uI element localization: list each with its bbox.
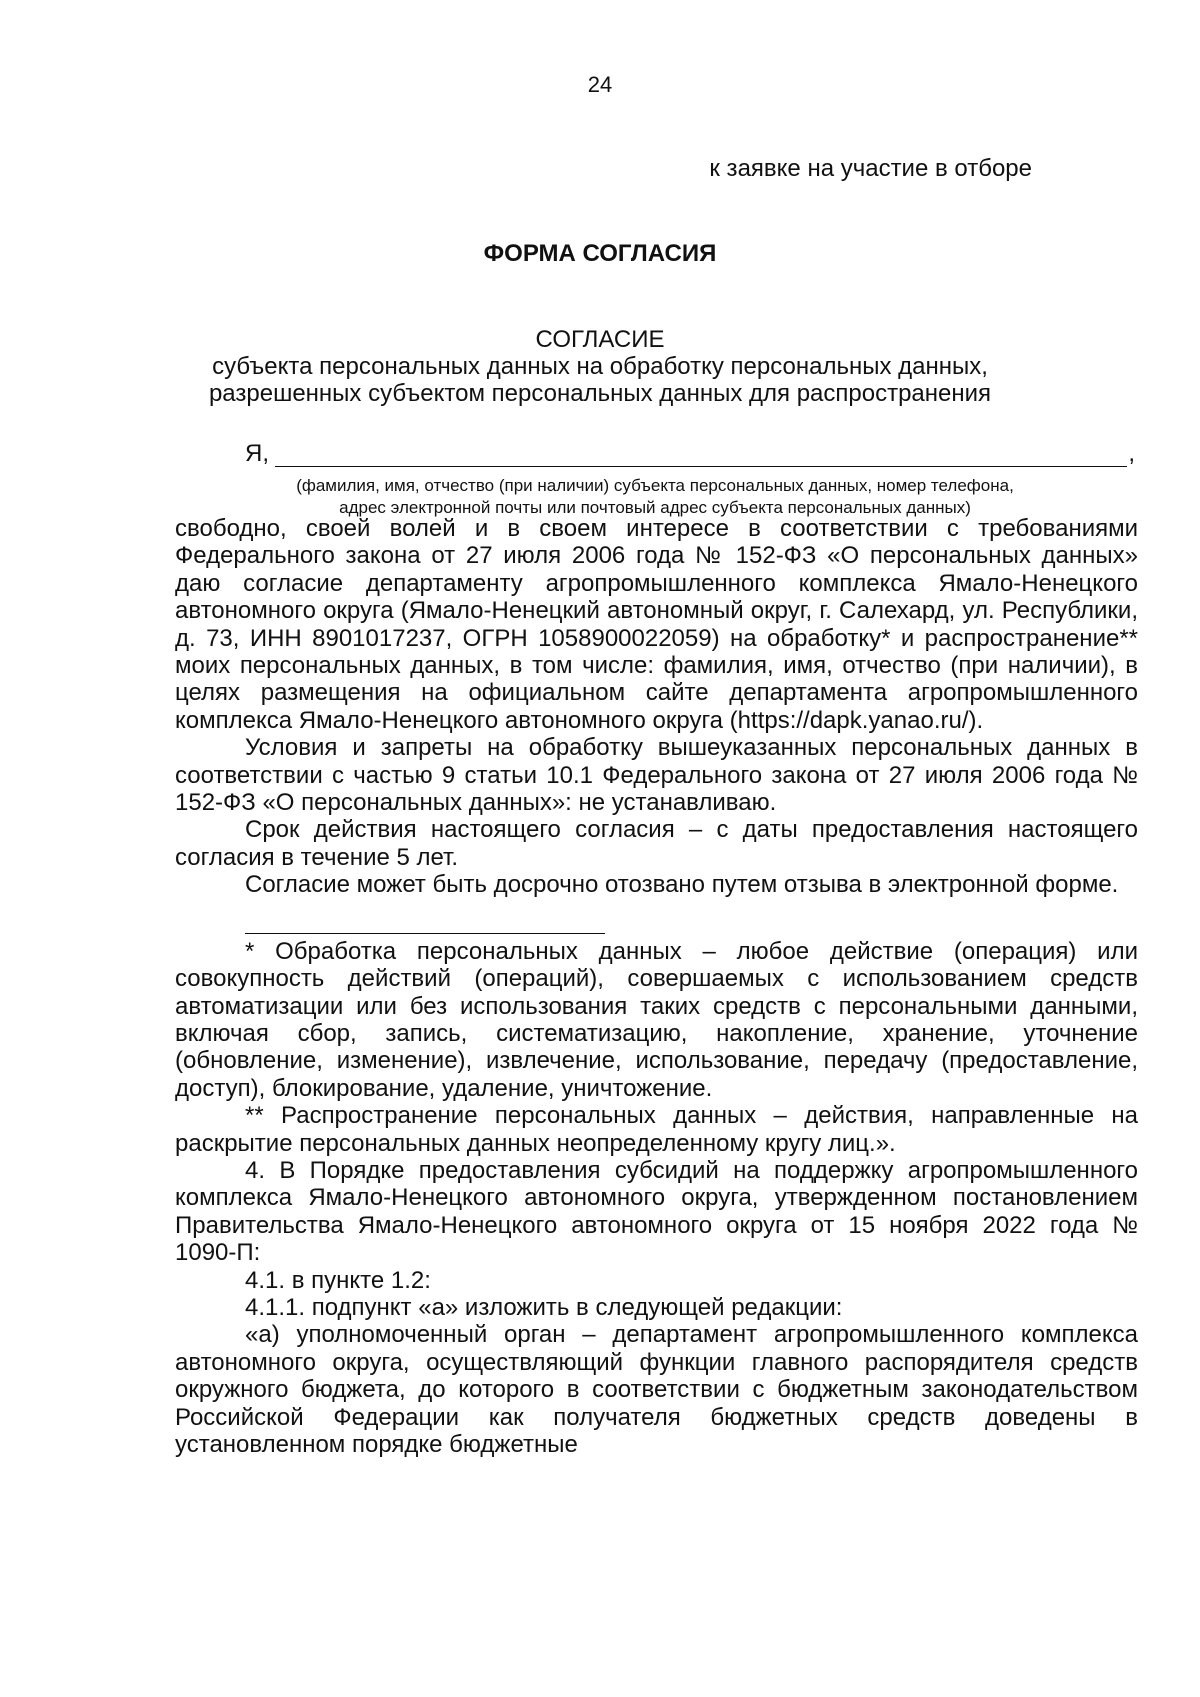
- consent-heading: [0, 326, 1200, 407]
- name-fill-blank: [275, 466, 1127, 467]
- item-4-paragraph: 4. В Порядке предоставления субсидий на поддержку агропромышленного комплекса Ямало-Ненецкого автономного округа, утвержденном постановлением Правительства Ямало-Ненецкого автономного округа от 15 ноября 2022 года № 1090-П:: [175, 1156, 1138, 1267]
- item-4-1-paragraph: 4.1. в пункте 1.2:: [245, 1266, 431, 1294]
- item-4-1-1-paragraph: 4.1.1. подпункт «а» изложить в следующей редакции:: [245, 1293, 843, 1321]
- heading-line-3: разрешенных субъектом персональных данных для распространения: [208, 380, 992, 407]
- footnote-divider: [245, 933, 605, 934]
- footnote-distribution: ** Распространение персональных данных – действия, направленные на раскрытие персональных данных неопределенному кругу лиц.».: [175, 1102, 1138, 1157]
- heading-line-2: субъекта персональных данных на обработку персональных данных,: [212, 353, 988, 380]
- caption-line-1: (фамилия, имя, отчество (при наличии) субъекта персональных данных, номер телефона,: [296, 476, 1014, 495]
- page-number: 24: [587, 72, 613, 97]
- name-fill-line: [245, 440, 1135, 470]
- heading-line-1: СОГЛАСИЕ: [535, 326, 665, 353]
- name-fill-label: Я,: [245, 440, 269, 467]
- revoke-paragraph: Согласие может быть досрочно отозвано путем отзыва в электронной форме.: [245, 871, 1119, 899]
- name-fill-caption: [175, 475, 1135, 519]
- consent-paragraph: свободно, своей волей и в своем интересе в соответствии с требованиями Федерального закона от 27 июля 2006 года № 152-ФЗ «О персональных данных» даю согласие департаменту агропромышленного комплекса Ямало-Ненецкого автономного округа (Ямало-Ненецкий автономный округ, г. Салехард, ул. Республики, д. 73, ИНН 8901017237, ОГРН 1058900022059) на обработку* и распространение** моих персональных данных, в том числе: фамилия, имя, отчество (при наличии), в целях размещения на официальном сайте департамента агропромышленного комплекса Ямало-Ненецкого автономного округа (https://dapk.yanao.ru/).: [175, 515, 1138, 734]
- caption-line-2: адрес электронной почты или почтовый адрес субъекта персональных данных): [339, 498, 971, 517]
- term-paragraph: Срок действия настоящего согласия – с даты предоставления настоящего согласия в течение 5 лет.: [175, 816, 1138, 871]
- footnote-processing: * Обработка персональных данных – любое действие (операция) или совокупность действий (операций), совершаемых с использованием средств автоматизации или без использования таких средств с персональными данными, включая сбор, запись, систематизацию, накопление, хранение, уточнение (обновление, изменение), извлечение, использование, передачу (предоставление, доступ), блокирование, удаление, уничтожение.: [175, 937, 1138, 1102]
- form-title: ФОРМА СОГЛАСИЯ: [483, 240, 717, 267]
- attachment-note: к заявке на участие в отборе: [709, 155, 1032, 182]
- conditions-paragraph: Условия и запреты на обработку вышеуказанных персональных данных в соответствии с частью 9 статьи 10.1 Федерального закона от 27 июля 2006 года № 152-ФЗ «О персональных данных»: не устанавливаю.: [175, 734, 1138, 817]
- document-body: [175, 515, 1138, 1458]
- name-fill-comma: ,: [1128, 440, 1135, 467]
- item-a-paragraph: «а) уполномоченный орган – департамент агропромышленного комплекса автономного округа, осуществляющий функции главного распорядителя средств окружного бюджета, до которого в соответствии с бюджетным законодательством Российской Федерации как получателя бюджетных средств доведены в установленном порядке бюджетные: [175, 1321, 1138, 1458]
